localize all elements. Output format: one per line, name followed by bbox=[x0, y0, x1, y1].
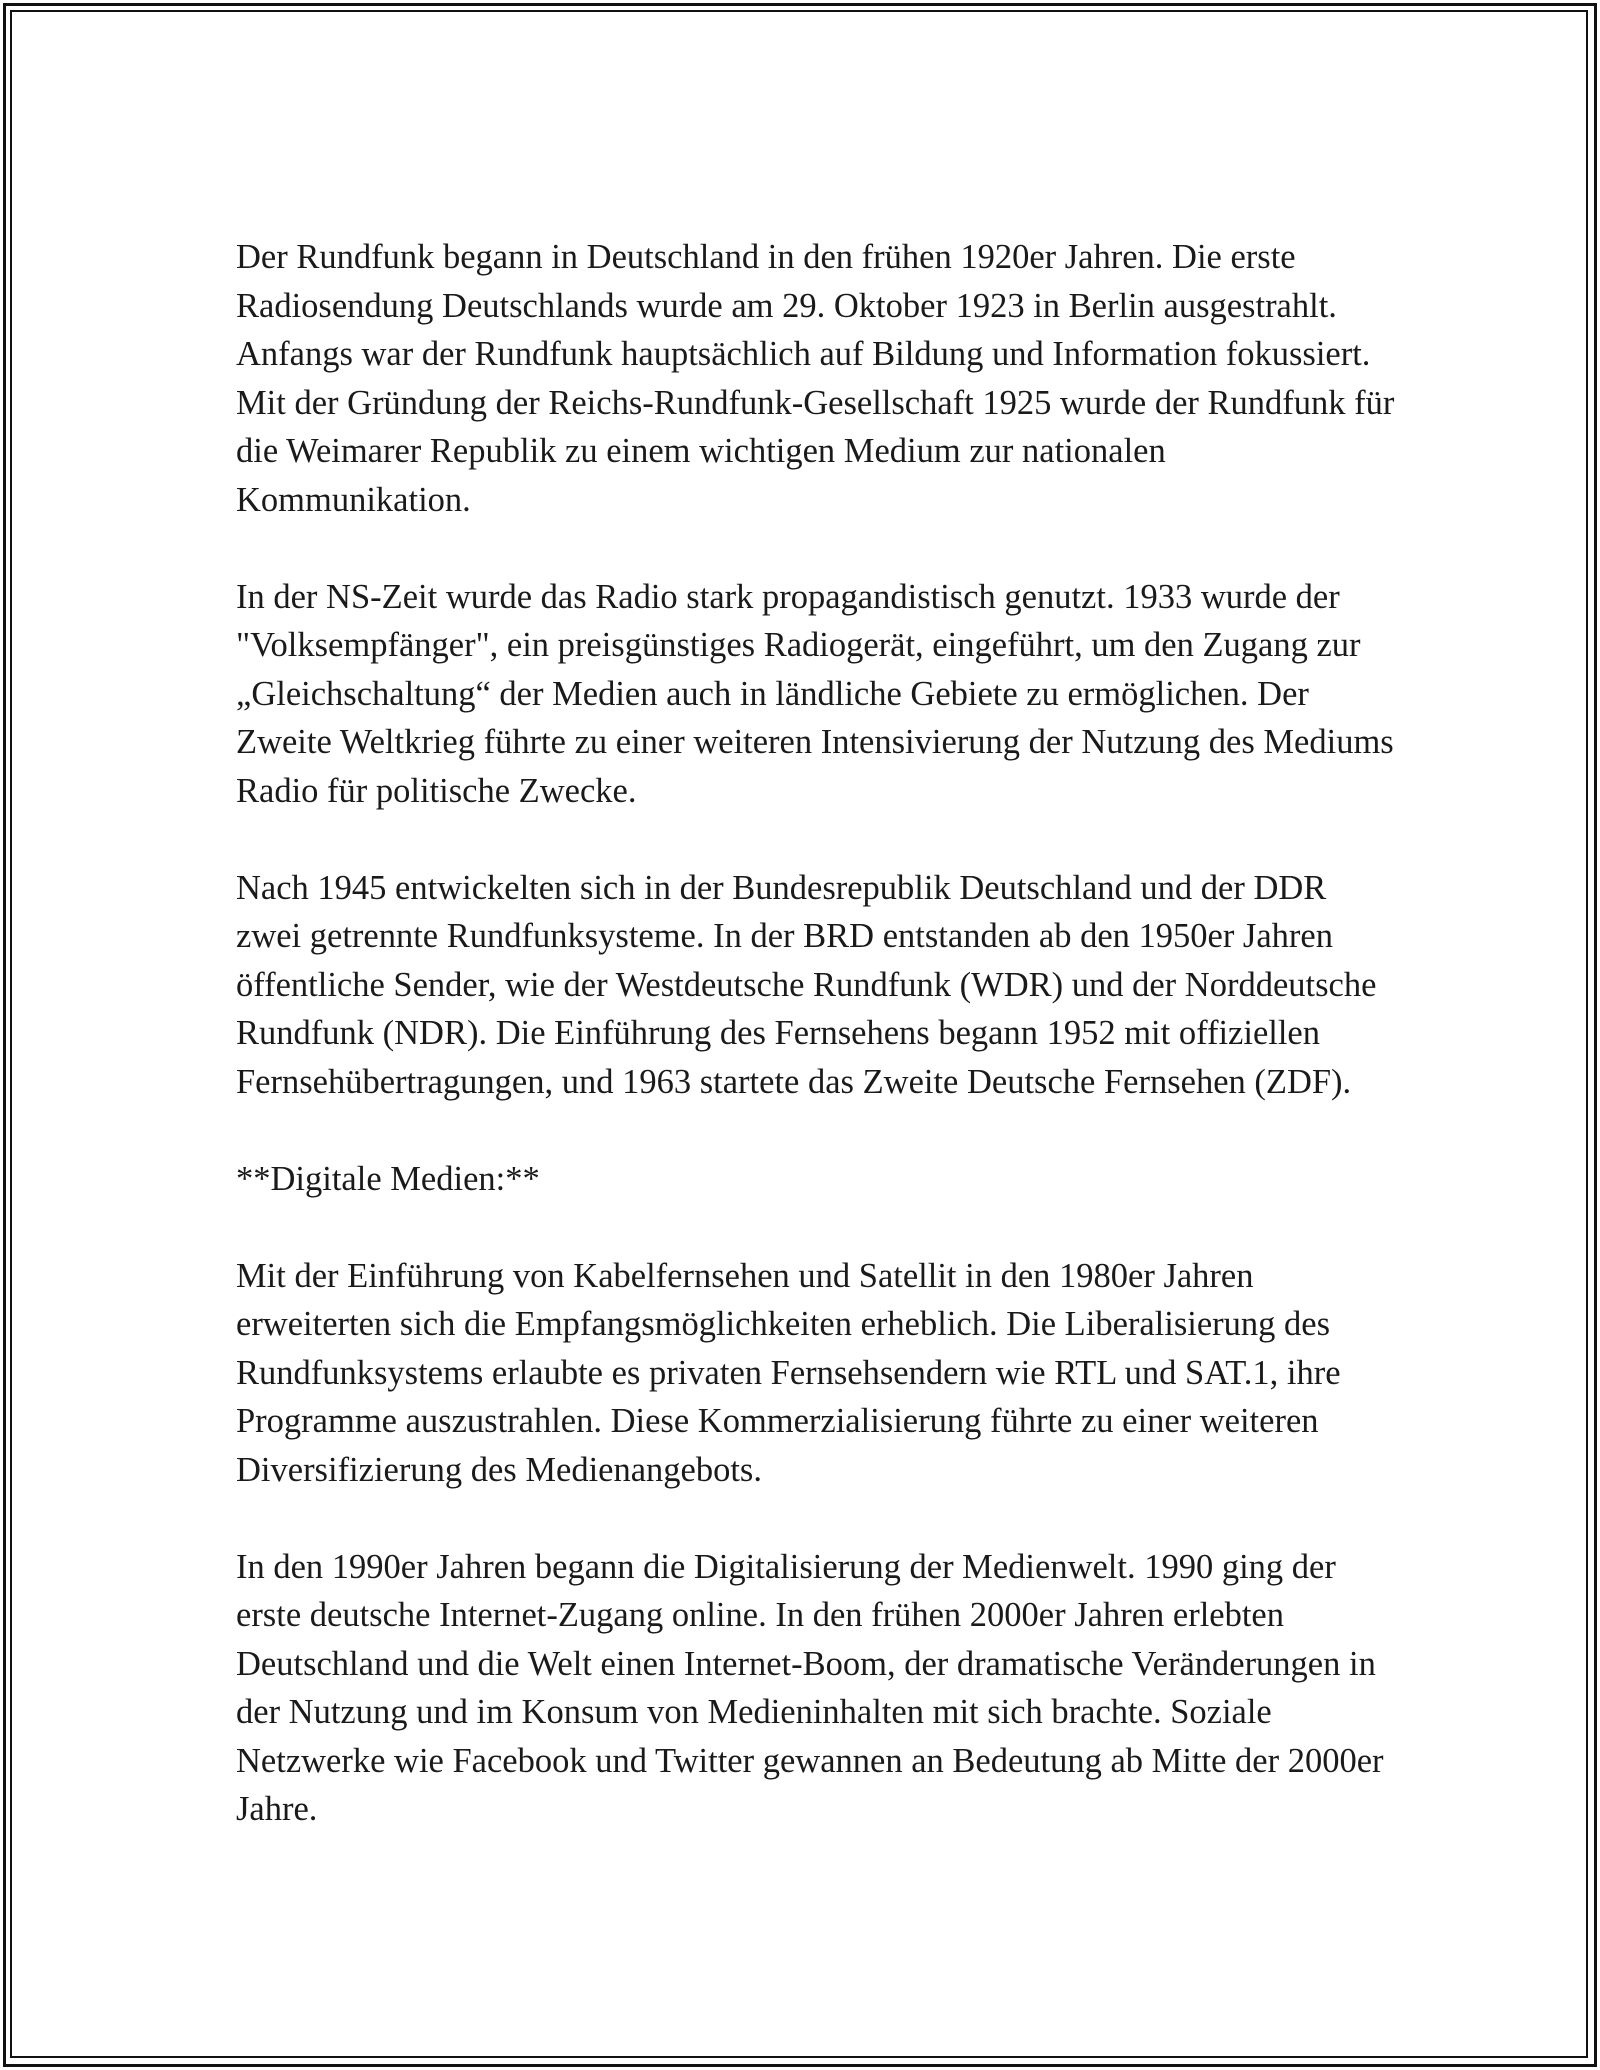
paragraph-ns-era: In der NS-Zeit wurde das Radio stark propagandistisch genutzt. 1933 wurde der "Volksempfänger", ein preisgünstiges Radiogerät, eingeführt, um den Zugang zur „Gleichschaltung“ der Medien auch in ländliche Gebiete zu ermöglichen. Der Zweite Weltkrieg führte zu einer weiteren Intensivierung der Nutzung des Mediums Radio für politische Zwecke. bbox=[236, 577, 1394, 810]
paragraph-post-1945: Nach 1945 entwickelten sich in der Bundesrepublik Deutschland und der DDR zwei getrennte Rundfunksysteme. In der BRD entstanden ab den 1950er Jahren öffentliche Sender, wie der Westdeutsche Rundfunk (WDR) und der Norddeutsche Rundfunk (NDR). Die Einführung des Fernsehens begann 1952 mit offiziellen Fernsehübertragungen, und 1963 startete das Zweite Deutsche Fernsehen (ZDF). bbox=[236, 868, 1377, 1101]
paragraph-digitalization: In den 1990er Jahren begann die Digitalisierung der Medienwelt. 1990 ging der erste deutsche Internet-Zugang online. In den frühen 2000er Jahren erlebten Deutschland und die Welt einen Internet-Boom, der dramatische Veränderungen in der Nutzung und im Konsum von Medieninhalten mit sich brachte. Soziale Netzwerke wie Facebook und Twitter gewannen an Bedeutung ab Mitte der 2000er Jahre. bbox=[236, 1547, 1384, 1828]
paragraph-radio-beginnings: Der Rundfunk begann in Deutschland in den frühen 1920er Jahren. Die erste Radiosendung Deutschlands wurde am 29. Oktober 1923 in Berlin ausgestrahlt. Anfangs war der Rundfunk hauptsächlich auf Bildung und Information fokussiert. Mit der Gründung der Reichs-Rundfunk-Gesellschaft 1925 wurde der Rundfunk für die Weimarer Republik zu einem wichtigen Medium zur nationalen Kommunikation. bbox=[236, 238, 1395, 519]
paragraph-cable-satellite: Mit der Einführung von Kabelfernsehen und Satellit in den 1980er Jahren erweiterten sich die Empfangsmöglichkeiten erheblich. Die Liberalisierung des Rundfunksystems erlaubte es privaten Fernsehsendern wie RTL und SAT.1, ihre Programme auszustrahlen. Diese Kommerzialisierung führte zu einer weiteren Diversifizierung des Medienangebots. bbox=[236, 1256, 1341, 1489]
document-body bbox=[236, 233, 1396, 1834]
section-heading-digital-media: **Digitale Medien:** bbox=[236, 1159, 540, 1198]
